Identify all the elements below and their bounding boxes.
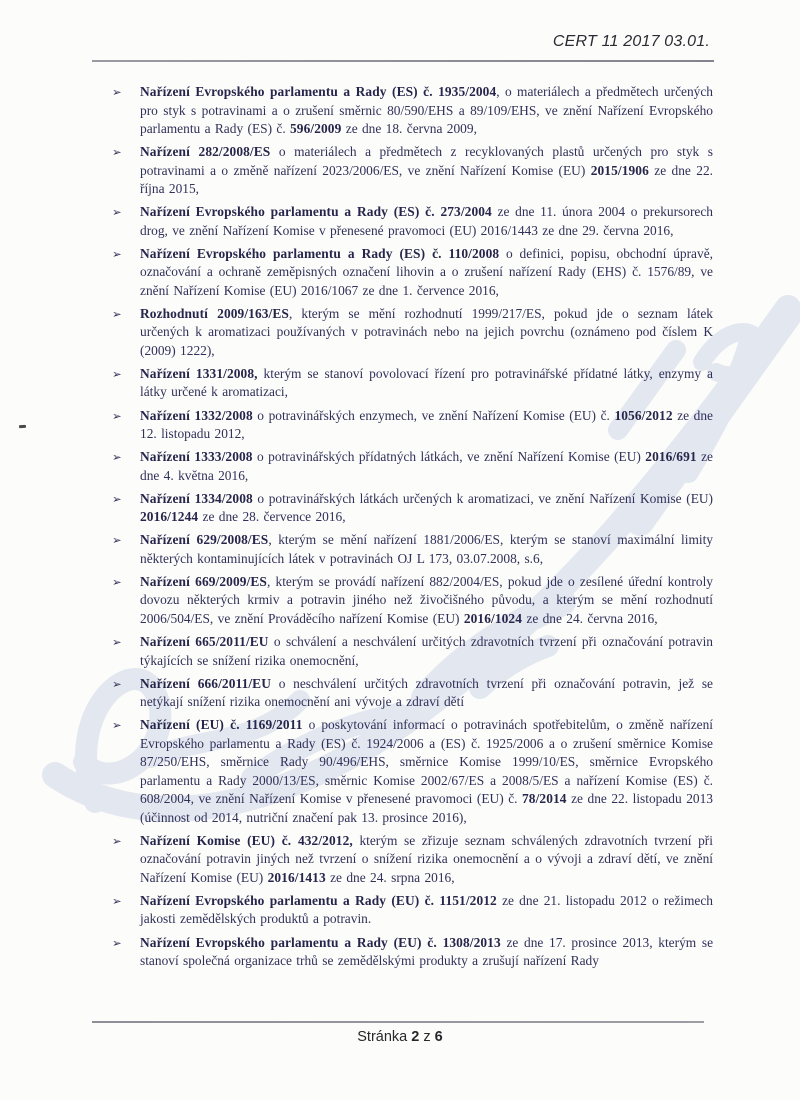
list-item-text: Nařízení (EU) č. 1169/2011 o poskytování informací o potravinách spotřebitelům, o změně nařízení Evropského parlamentu a Rady (ES) č. 1924/2006 a (ES) č. 1925/2006 a o zrušení směrnice Komise 87/250/EHS, směrnice Rady 90/496/EHS, směrnice Komise 1999/10/ES, směrnice Evropského parlamentu a Rady 2000/13/ES, směrnic Komise 2002/67/ES a 2008/5/ES a nařízení Komise (ES) č. 608/2004, ve znění Nařízení Komise v přenesené pravomoci (EU) č. 78/2014 ze dne 22. listopadu 2013 (účinnost od 2014, nutriční značení pak 13. prosince 2016),: [140, 717, 714, 825]
footer-total-pages: 6: [434, 1029, 443, 1045]
bullet-arrow-icon: ➢: [112, 246, 122, 261]
bullet-arrow-icon: ➢: [112, 366, 122, 381]
list-item: [95, 407, 713, 444]
list-item-text: Nařízení 1333/2008 o potravinářských přídatných látkách, ve znění Nařízení Komise (EU) 2016/691 ze dne 4. května 2016,: [140, 449, 714, 483]
bullet-arrow-icon: ➢: [112, 145, 122, 160]
list-item: [95, 203, 713, 240]
list-item-text: Nařízení Evropského parlamentu a Rady (EU) č. 1308/2013 ze dne 17. prosince 2013, kterým se stanoví společná organizace trhů se zemědělskými produkty a zrušují nařízení Rady: [140, 934, 714, 968]
list-item: [95, 675, 713, 712]
list-item-text: Nařízení Komise (EU) č. 432/2012, kterým se zřizuje seznam schválených zdravotních tvrzení při označování potravin jiných než tvrzení o snížení rizika onemocnění a o vývoji a zdraví dětí, ve znění Nařízení Komise (EU) 2016/1413 ze dne 24. srpna 2016,: [140, 832, 713, 885]
list-item: [95, 716, 713, 827]
header-rule: [92, 60, 714, 62]
list-item-text: Nařízení 1332/2008 o potravinářských enzymech, ve znění Nařízení Komise (EU) č. 1056/2012 ze dne 12. listopadu 2012,: [140, 407, 713, 442]
bullet-arrow-icon: ➢: [112, 533, 122, 548]
list-item-text: Nařízení 665/2011/EU o schválení a neschválení určitých zdravotních tvrzení při označování potravin týkajících se snížení rizika onemocnění,: [140, 634, 713, 668]
document-code: CERT 11 2017 03.01.: [552, 33, 710, 50]
list-item: [95, 934, 713, 971]
bullet-arrow-icon: ➢: [112, 635, 122, 650]
footer-rule: [92, 1021, 704, 1023]
list-item-text: Nařízení 629/2008/ES, kterým se mění nařízení 1881/2006/ES, kterým se stanoví maximální limity některých kontaminujících látek v potravinách OJ L 173, 03.07.2008, s.6,: [140, 532, 713, 566]
bullet-arrow-icon: ➢: [112, 893, 122, 908]
bullet-arrow-icon: ➢: [112, 205, 122, 220]
list-item: [95, 531, 713, 568]
list-item: [95, 83, 713, 139]
list-item-text: Nařízení 1334/2008 o potravinářských látkách určených k aromatizaci, ve znění Nařízení Komise (EU) 2016/1244 ze dne 28. července 2016,: [140, 490, 714, 525]
list-item-text: Nařízení Evropského parlamentu a Rady (EU) č. 1151/2012 ze dne 21. listopadu 2012 o režimech jakosti zemědělských produktů a potravin.: [140, 892, 713, 927]
footer-page-number: 2: [411, 1029, 420, 1045]
list-item-text: Nařízení 669/2009/ES, kterým se provádí nařízení 882/2004/ES, pokud jde o zesílené úřední kontroly dovozu některých krmiv a potravin jiného než živočišného původu, a kterým se mění rozhodnutí 2006/504/ES, ve znění Prováděcího nařízení Komise (EU) 2016/1024 ze dne 24. června 2016,: [140, 573, 713, 626]
list-item-text: Nařízení 1331/2008, kterým se stanoví povolovací řízení pro potravinářské přídatné látky, enzymy a látky určené k aromatizaci,: [140, 365, 713, 400]
bullet-arrow-icon: ➢: [112, 408, 122, 423]
footer-prefix: Stránka: [357, 1029, 408, 1045]
list-item-text: Nařízení 666/2011/EU o neschválení určitých zdravotních tvrzení při označování potravin, jež se netýkají snížení rizika onemocnění ani vývoje a zdraví dětí: [140, 675, 713, 710]
bullet-arrow-icon: ➢: [112, 85, 122, 99]
list-item-text: Nařízení Evropského parlamentu a Rady (ES) č. 273/2004 ze dne 11. února 2004 o prekursorech drog, ve znění Nařízení Komise v přenesené pravomoci (EU) 2016/1443 ze dne 29. června 2016,: [140, 204, 713, 238]
bullet-arrow-icon: ➢: [112, 935, 122, 950]
list-item: [95, 892, 713, 929]
list-item-text: Nařízení 282/2008/ES o materiálech a předmětech z recyklovaných plastů určených pro styk s potravinami a o změně nařízení 2023/2006/ES, ve znění Nařízení Komise (EU) 2015/1906 ze dne 22. října 2015,: [140, 144, 713, 197]
bullet-arrow-icon: ➢: [112, 450, 122, 465]
list-item: [95, 490, 713, 527]
list-item: [95, 448, 713, 485]
list-item-text: Rozhodnutí 2009/163/ES, kterým se mění rozhodnutí 1999/217/ES, pokud jde o seznam látek určených k aromatizaci používaných v potravinách nebo na jejich povrchu (oznámeno pod číslem K (2009) 1222),: [140, 305, 713, 358]
list-item: [95, 365, 713, 402]
footer-of-word: z: [423, 1029, 431, 1045]
bullet-arrow-icon: ➢: [112, 574, 122, 589]
list-item: [95, 245, 713, 301]
regulation-list: [95, 83, 713, 975]
list-item: [95, 143, 713, 199]
bullet-arrow-icon: ➢: [112, 833, 122, 848]
list-item: [95, 633, 713, 670]
bullet-arrow-icon: ➢: [112, 306, 122, 321]
bullet-arrow-icon: ➢: [112, 676, 122, 691]
bullet-arrow-icon: ➢: [112, 491, 122, 506]
bullet-arrow-icon: ➢: [112, 718, 122, 733]
list-item: [95, 573, 713, 629]
list-item: [95, 832, 713, 888]
list-item: [95, 305, 713, 361]
page-footer: [0, 1029, 800, 1045]
scan-artifact-mark: [19, 425, 26, 428]
list-item-text: Nařízení Evropského parlamentu a Rady (ES) č. 1935/2004, o materiálech a předmětech určených pro styk s potravinami a o zrušení směrnic 80/590/EHS a 89/109/EHS, ve znění Nařízení Evropského parlamentu a Rady (ES) č. 596/2009 ze dne 18. června 2009,: [140, 84, 713, 136]
list-item-text: Nařízení Evropského parlamentu a Rady (ES) č. 110/2008 o definici, popisu, obchodní úpravě, označování a ochraně zeměpisných označení lihovin a o zrušení nařízení Rady (EHS) č. 1576/89, ve znění Nařízení Komise (EU) 2016/1067 ze dne 1. července 2016,: [140, 245, 713, 298]
